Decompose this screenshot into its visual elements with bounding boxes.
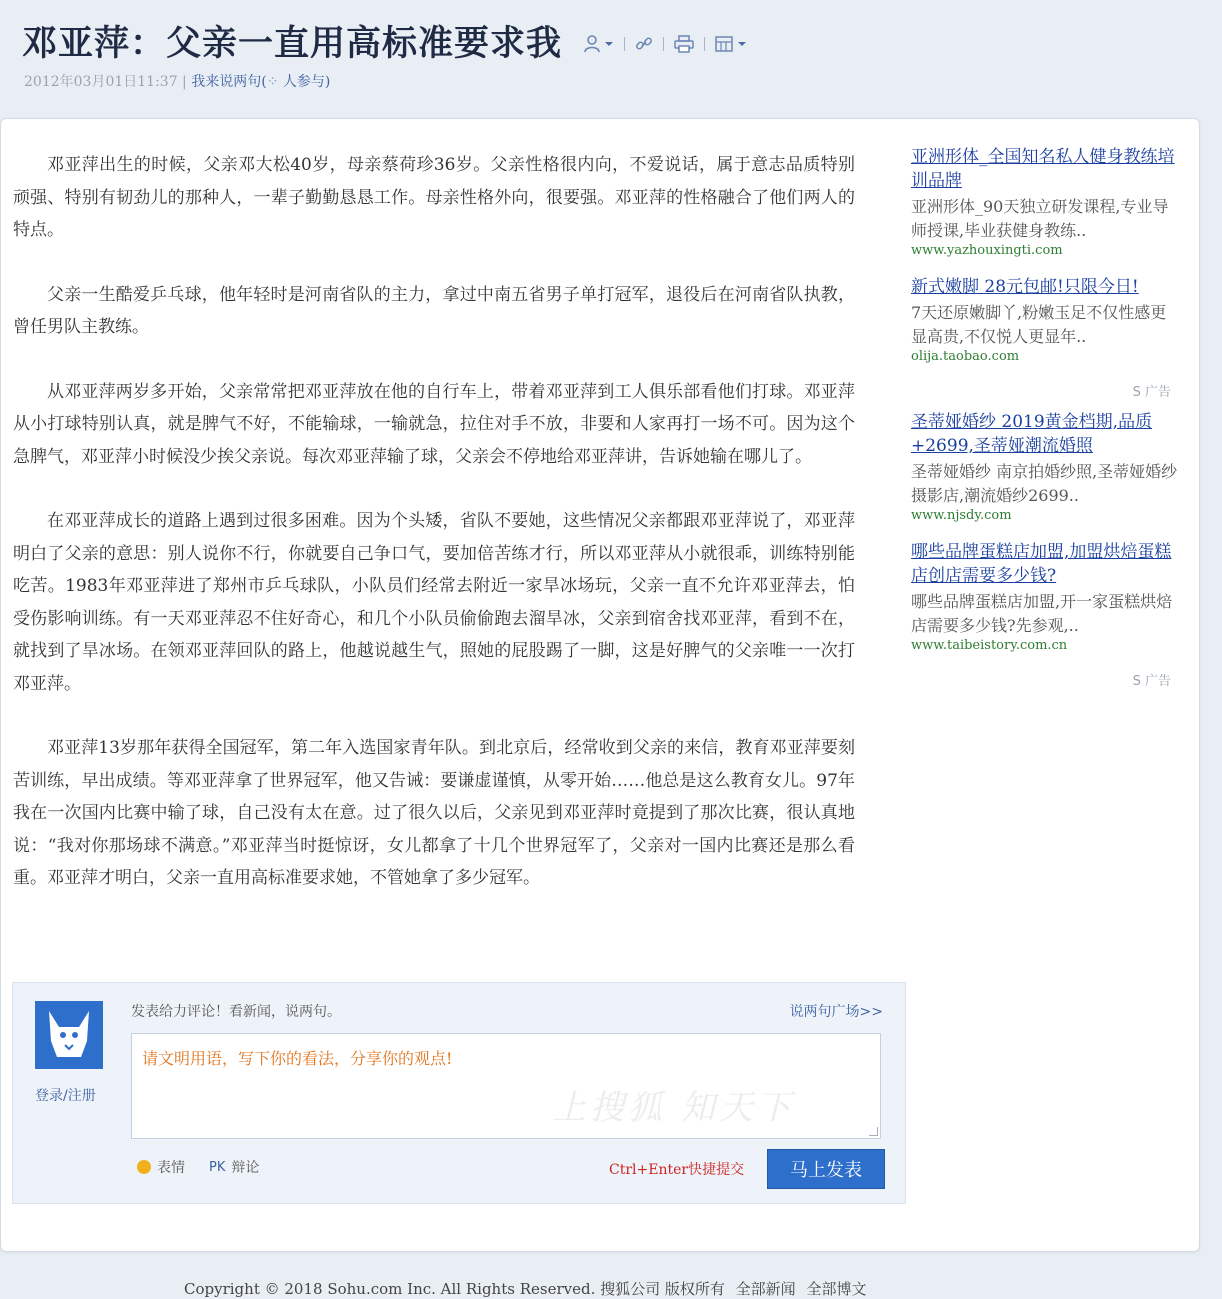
article-body bbox=[13, 149, 855, 927]
copy-link-button[interactable] bbox=[629, 30, 659, 58]
comment-options bbox=[137, 1157, 259, 1177]
ad-description: 圣蒂娅婚纱 南京拍婚纱照,圣蒂娅婚纱摄影店,潮流婚纱2699.. bbox=[911, 462, 1178, 505]
ad-url: olija.taobao.com bbox=[911, 349, 1020, 364]
comment-input[interactable] bbox=[131, 1033, 881, 1139]
ad-description: 哪些品牌蛋糕店加盟,开一家蛋糕烘焙店需要多少钱?先参观,.. bbox=[911, 592, 1173, 635]
footer-link-all-blogs[interactable]: 全部博文 bbox=[806, 1280, 867, 1298]
ad-mark bbox=[911, 381, 1171, 400]
comment-count-link[interactable] bbox=[191, 74, 330, 90]
smile-icon bbox=[137, 1160, 151, 1174]
article-paragraph: 邓亚萍出生的时候，父亲邓大松40岁，母亲蔡荷珍36岁。父亲性格很内向，不爱说话，属于意志品质特别顽强、特别有韧劲儿的那种人，一辈子勤勤恳恳工作。母亲性格外向，很要强。邓亚萍的性格融合了他们两人的特点。 bbox=[13, 155, 855, 240]
article-meta bbox=[24, 71, 330, 91]
ad-item[interactable] bbox=[911, 540, 1179, 654]
toolbar-divider bbox=[663, 37, 664, 51]
comment-placeholder: 请文明用语，写下你的看法，分享你的观点! bbox=[142, 1049, 453, 1068]
comment-prompt: 发表给力评论！看新闻，说两句。 bbox=[131, 1004, 341, 1020]
user-icon bbox=[584, 35, 600, 53]
user-menu-button[interactable] bbox=[578, 30, 620, 58]
ad-title-link[interactable]: 亚洲形体_全国知名私人健身教练培训品牌 bbox=[911, 147, 1175, 191]
comment-link-text: 我来说两句( bbox=[191, 74, 267, 90]
ad-title-link[interactable]: 新式嫩脚 28元包邮!只限今日! bbox=[911, 277, 1139, 297]
article-paragraph: 在邓亚萍成长的道路上遇到过很多困难。因为个头矮，省队不要她，这些情况父亲都跟邓亚萍说了，邓亚萍明白了父亲的意思：别人说你不行，你就要自己争口气，要加倍苦练才行，所以邓亚萍从小就很乖，训练特别能吃苦。1983年邓亚萍进了郑州市乒乓球队，小队员们经常去附近一家旱冰场玩，父亲一直不允许邓亚萍去，怕受伤影响训练。有一天邓亚萍忍不住好奇心，和几个小队员偷偷跑去溜旱冰，父亲到宿舍找邓亚萍，看到不在，就找到了旱冰场。在领邓亚萍回队的路上，他越说越生气，照她的屁股踢了一脚，这是好脾气的父亲唯一一次打邓亚萍。 bbox=[13, 511, 855, 694]
sohu-ad-icon: S bbox=[1132, 385, 1141, 400]
footer-link-all-news[interactable]: 全部新闻 bbox=[735, 1280, 796, 1298]
print-icon bbox=[674, 35, 694, 53]
article-paragraph: 从邓亚萍两岁多开始，父亲常常把邓亚萍放在他的自行车上，带着邓亚萍到工人俱乐部看他们打球。邓亚萍从小打球特别认真，就是脾气不好，不能输球，一输就急，拉住对手不放，非要和人家再打一场不可。因为这个急脾气，邓亚萍小时候没少挨父亲说。每次邓亚萍输了球，父亲会不停地给邓亚萍讲，告诉她输在哪儿了。 bbox=[13, 381, 855, 467]
link-icon bbox=[635, 35, 653, 53]
copyright-text: Copyright © 2018 Sohu.com Inc. All Rights Reserved. 搜狐公司 版权所有 bbox=[184, 1280, 725, 1298]
avatar bbox=[35, 1001, 103, 1069]
ad-item[interactable] bbox=[911, 145, 1179, 259]
ad-description: 亚洲形体_90天独立研发课程,专业导师授课,毕业获健身教练.. bbox=[911, 197, 1169, 240]
ad-url: www.yazhouxingti.com bbox=[911, 243, 1063, 258]
comment-plaza-link[interactable]: 说两句广场>> bbox=[789, 1004, 883, 1020]
participants-text: 人参与) bbox=[282, 74, 331, 90]
loading-icon: ⁘ bbox=[266, 74, 279, 90]
page-title: 邓亚萍：父亲一直用高标准要求我 bbox=[22, 24, 563, 64]
toolbar-divider bbox=[704, 37, 705, 51]
share-icon bbox=[715, 36, 733, 52]
ad-item[interactable] bbox=[911, 275, 1179, 365]
resize-handle[interactable] bbox=[869, 1127, 878, 1136]
ad-mark-label: 广告 bbox=[1144, 385, 1171, 400]
toolbar-divider bbox=[624, 37, 625, 51]
comment-box bbox=[12, 982, 906, 1204]
chevron-down-icon bbox=[604, 40, 614, 48]
article-toolbar bbox=[578, 30, 753, 58]
ad-item[interactable] bbox=[911, 410, 1179, 524]
ad-title-link[interactable]: 圣蒂娅婚纱 2019黄金档期,品质+2699,圣蒂娅潮流婚照 bbox=[911, 412, 1153, 456]
ad-url: www.njsdy.com bbox=[911, 508, 1012, 523]
ad-description: 7天还原嫩脚丫,粉嫩玉足不仅性感更显高贵,不仅悦人更显年.. bbox=[911, 303, 1167, 346]
share-menu-button[interactable] bbox=[709, 30, 753, 58]
watermark-text: 上搜狐 知天下 bbox=[552, 1088, 795, 1128]
login-register-link[interactable]: 登录/注册 bbox=[35, 1088, 96, 1104]
emoji-label: 表情 bbox=[157, 1160, 185, 1176]
avatar-fox-icon bbox=[35, 1001, 103, 1069]
ad-mark bbox=[911, 670, 1171, 689]
emoji-button[interactable] bbox=[137, 1157, 185, 1177]
shortcut-hint: Ctrl+Enter快捷提交 bbox=[609, 1162, 745, 1178]
ad-sidebar bbox=[911, 145, 1179, 699]
debate-button[interactable] bbox=[209, 1157, 259, 1177]
debate-label: 辩论 bbox=[231, 1160, 260, 1176]
ad-url: www.taibeistory.com.cn bbox=[911, 638, 1068, 653]
article-paragraph: 邓亚萍13岁那年获得全国冠军，第二年入选国家青年队。到北京后，经常收到父亲的来信，教育邓亚萍要刻苦训练，早出成绩。等邓亚萍拿了世界冠军，他又告诫：要谦虚谨慎，从零开始……他总是这么教育女儿。97年我在一次国内比赛中输了球，自己没有太在意。过了很久以后，父亲见到邓亚萍时竟提到了那次比赛，很认真地说：“我对你那场球不满意。”邓亚萍当时挺惊讶，女儿都拿了十几个世界冠军了，父亲对一国内比赛还是那么看重。邓亚萍才明白，父亲一直用高标准要求她，不管她拿了多少冠军。 bbox=[13, 738, 855, 888]
sohu-ad-icon: S bbox=[1132, 674, 1141, 689]
article-paragraph: 父亲一生酷爱乒乓球，他年轻时是河南省队的主力，拿过中南五省男子单打冠军，退役后在河南省队执教，曾任男队主教练。 bbox=[13, 284, 855, 337]
ad-mark-label: 广告 bbox=[1144, 674, 1171, 689]
article-header bbox=[0, 0, 1222, 118]
print-button[interactable] bbox=[668, 30, 700, 58]
chevron-down-icon bbox=[737, 40, 747, 48]
publish-date: 2012年03月01日11:37 | bbox=[24, 74, 187, 90]
pk-icon: PK bbox=[209, 1159, 226, 1175]
ad-title-link[interactable]: 哪些品牌蛋糕店加盟,加盟烘焙蛋糕店创店需要多少钱? bbox=[911, 542, 1172, 586]
submit-comment-button[interactable]: 马上发表 bbox=[767, 1149, 885, 1189]
